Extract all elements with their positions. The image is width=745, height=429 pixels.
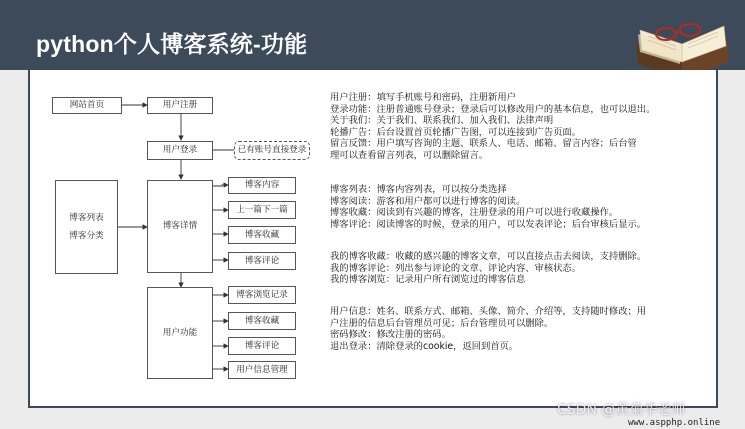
- text-line: 博客阅读：游客和用户都可以进行博客的阅读。: [330, 195, 526, 207]
- watermark-site: www.aspphp.online: [628, 418, 721, 428]
- node-prev-next: 上一篇下一篇: [228, 201, 296, 219]
- text-line: 关于我们：关于我们、联系我们、加入我们、法律声明: [330, 115, 554, 127]
- node-user-functions: 用户功能: [147, 287, 213, 379]
- text-line: 博客列表：博客内容列表，可以按分类选择: [330, 184, 507, 195]
- node-blog-detail: 博客详情: [147, 180, 213, 273]
- text-line: 轮播广告：后台设置首页轮播广告图，可以连接到广告页面。: [330, 126, 582, 138]
- text-line: 我的博客评论：列出参与评论的文章、评论内容、审核状态。: [330, 262, 582, 274]
- text-group-my: [330, 251, 722, 286]
- text-group-info: [330, 306, 722, 352]
- text-line: 密码修改：修改注册的密码。: [330, 329, 451, 341]
- text-line: 博客收藏：阅读到有兴趣的博客，注册登录的用户可以进行收藏操作。: [330, 207, 619, 219]
- text-group-blog: [330, 184, 722, 230]
- text-line: 博客评论：阅读博客的时候，登录的用户，可以发表评论；后台审核后显示。: [330, 218, 647, 230]
- text-line: 我的博客浏览：记录用户所有浏览过的博客信息: [330, 274, 526, 286]
- text-line: 留言反馈：用户填写咨询的主题、联系人、电话、邮箱、留言内容；后台管: [330, 138, 637, 150]
- edge-detail-content: [213, 185, 228, 186]
- node-login: 用户登录: [147, 141, 213, 160]
- blog-list-label: 博客列表: [69, 212, 104, 223]
- text-line: 我的博客收藏：收藏的感兴趣的博客文章，可以直接点击去阅读，支持删除。: [330, 251, 647, 262]
- node-user-comment: 博客评论: [228, 337, 296, 355]
- blog-category-label: 博客分类: [69, 231, 104, 241]
- node-blog-list: [55, 180, 118, 274]
- page-title: python个人博客系统-功能: [36, 31, 308, 57]
- node-has-account: 已有账号直接登录: [234, 141, 310, 160]
- text-group-user: [330, 92, 722, 162]
- text-line: 退出登录：清除登录的cookie，返回到首页。: [330, 340, 519, 352]
- node-register: 用户注册: [147, 97, 213, 114]
- text-line: 户注册的信息后台管理员可见；后台管理员可以删除。: [330, 317, 554, 329]
- node-user-info-mgmt: 用户信息管理: [228, 361, 296, 379]
- text-line: 理可以查看留言列表，可以删除留言。: [330, 149, 489, 161]
- node-user-favorite: 博客收藏: [228, 312, 296, 330]
- text-line: 用户注册：填写手机账号和密码，注册新用户: [330, 92, 516, 103]
- node-blog-content: 博客内容: [228, 177, 296, 194]
- text-line: 登录功能：注册普通账号登录；登录后可以修改用户的基本信息，也可以退出。: [330, 103, 656, 115]
- watermark-csdn: CSDN @黄菊华老师: [557, 402, 686, 418]
- text-line: 用户信息：姓名、联系方式、邮箱、头像、简介、介绍等，支持随时修改；用: [330, 306, 647, 317]
- node-blog-comment: 博客评论: [228, 252, 296, 270]
- node-browse-history: 博客浏览记录: [228, 286, 296, 304]
- node-site-home: 网站首页: [52, 97, 122, 114]
- node-blog-favorite: 博客收藏: [228, 226, 296, 244]
